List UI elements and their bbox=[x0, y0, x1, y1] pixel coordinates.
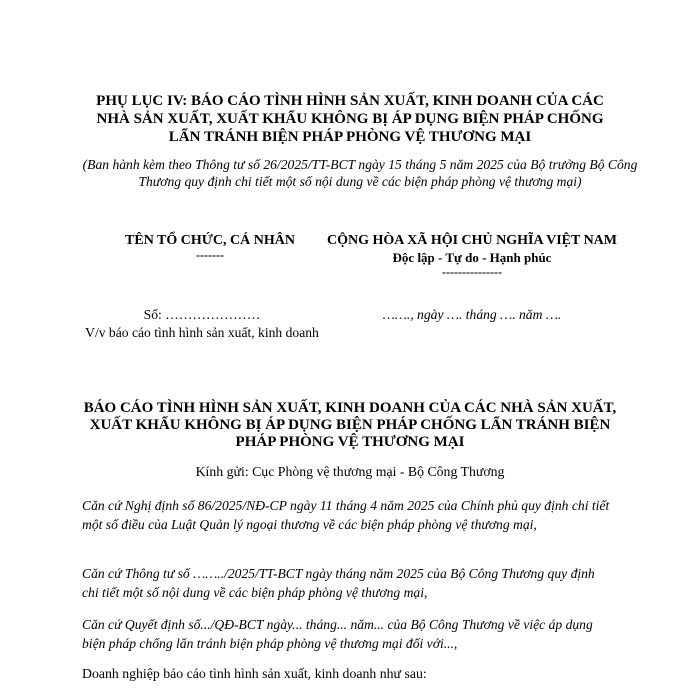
issuance-note: (Ban hành kèm theo Thông tư số 26/2025/TT-BCT ngày 15 tháng 5 năm 2025 của Bộ trưởng Bộ Công Thương quy định chi tiết một số nội dung về các biện pháp phòng vệ thương mại) bbox=[82, 157, 638, 189]
document-subject: V/v báo cáo tình hình sản xuất, kinh doanh bbox=[85, 325, 319, 340]
appendix-title: PHỤ LỤC IV: BÁO CÁO TÌNH HÌNH SẢN XUẤT, KINH DOANH CỦA CÁC NHÀ SẢN XUẤT, XUẤT KHẨU KHÔNG BỊ ÁP DỤNG BIỆN PHÁP CHỐNG LẨN TRÁNH BIỆN PHÁP PHÒNG VỆ THƯƠNG MẠI bbox=[96, 93, 604, 145]
basis-circular-paragraph: Căn cứ Thông tư số ……../2025/TT-BCT ngày tháng năm 2025 của Bộ Công Thương quy định chi tiết một số nội dung về các biện pháp phòng vệ thương mại, bbox=[82, 566, 595, 600]
organization-name: TÊN TỔ CHỨC, CÁ NHÂN bbox=[125, 233, 295, 248]
basis-decision-paragraph: Căn cứ Quyết định số.../QĐ-BCT ngày... tháng... năm... của Bộ Công Thương về việc áp dụng biện pháp chống lẩn tránh biện pháp phòng vệ thương mại đối với..., bbox=[82, 617, 593, 651]
national-motto: Độc lập - Tự do - Hạnh phúc bbox=[392, 250, 552, 265]
document-number-block bbox=[72, 306, 332, 342]
report-title: BÁO CÁO TÌNH HÌNH SẢN XUẤT, KINH DOANH CỦA CÁC NHÀ SẢN XUẤT, XUẤT KHẨU KHÔNG BỊ ÁP DỤNG BIỆN PHÁP CHỐNG LẨN TRÁNH BIỆN PHÁP PHÒNG VỆ THƯƠNG MẠI bbox=[83, 400, 617, 450]
document-number: Số: ………………… bbox=[143, 307, 261, 322]
organization-header bbox=[90, 232, 330, 261]
national-header bbox=[312, 232, 632, 278]
report-intro-paragraph: Doanh nghiệp báo cáo tình hình sản xuất, kinh doanh như sau: bbox=[82, 666, 427, 681]
date-line: ……., ngày …. tháng …. năm …. bbox=[382, 307, 562, 322]
recipient-line: Kính gửi: Cục Phòng vệ thương mại - Bộ Công Thương bbox=[195, 464, 505, 479]
nation-name: CỘNG HÒA XÃ HỘI CHỦ NGHĨA VIỆT NAM bbox=[326, 233, 617, 248]
organization-divider: ------- bbox=[196, 248, 224, 262]
motto-divider: --------------- bbox=[442, 265, 502, 279]
basis-decree-paragraph: Căn cứ Nghị định số 86/2025/NĐ-CP ngày 11 tháng 4 năm 2025 của Chính phủ quy định chi tiết một số điều của Luật Quản lý ngoại thương về các biện pháp phòng vệ thương mại, bbox=[82, 498, 610, 532]
